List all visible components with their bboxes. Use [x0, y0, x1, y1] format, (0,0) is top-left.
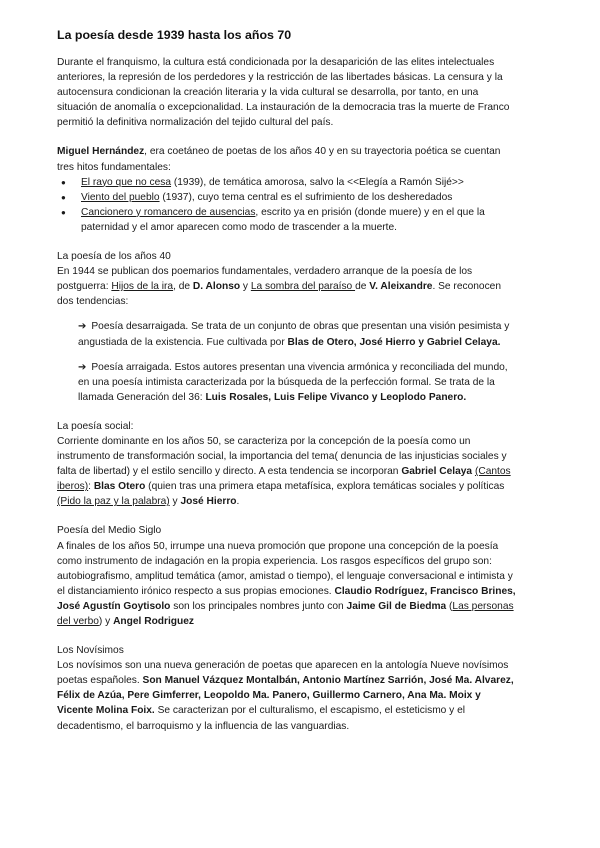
author-name: Jaime Gil de Biedma: [346, 600, 447, 612]
social-paragraph: Corriente dominante en los años 50, se caracteriza por la concepción de la poesía como un instrumento de transformación social, la importancia del tema( denuncia de las injusticias sociales y falta de libertad) y el estilo sencillo y directo. A esta tendencia se incorporan Gabriel Celaya (Cantos iberos): Blas Otero (quien tras una primera etapa metafísica, explora temáticas sociales y políticas (Pido la paz y la palabra) y José Hierro.: [57, 435, 511, 508]
intro-paragraph: Durante el franquismo, la cultura está condicionada por la desaparición de las elites intelectuales anteriores, la represión de los perdedores y la restricción de las libertades básicas. La censura y la autocensura condicionan la creación literaria y la vida cultural se desarrolla, por tanto, en una situación de anomalía o excepcionalidad. La instauración de la democracia tras la muerte de Franco permitió la definitiva normalización del tejido cultural del país.: [57, 57, 510, 129]
work-title: Viento del pueblo: [81, 191, 160, 203]
author-name: Miguel Hernández: [57, 146, 145, 158]
document-page: [57, 28, 519, 734]
tendency-arraigada: ➔ Poesía arraigada. Estos autores presentan una vivencia armónica y reconciliada del mundo, en una poesía intimista caracterizada por la búsqueda de la perfección formal. Se trata de la llamada Generación del 36: Luis Rosales, Luis Felipe Vivanco y Leoplodo Panero.: [78, 361, 508, 403]
work-title: Hijos de la ira: [111, 281, 174, 293]
section-heading: La poesía de los años 40: [57, 251, 171, 263]
author-name: Gabriel Celaya: [401, 466, 473, 478]
novisimos-paragraph: Los novísimos son una nueva generación de poetas que aparecen en la antología Nueve novísimos poetas españoles. Son Manuel Vázquez Montalbán, Antonio Martínez Sarrión, José Ma. Alvarez, Félix de Azúa, Pere Gimferrer, Leopoldo Ma. Panero, Guillermo Carnero, Ana Ma. Moix y Vicente Molina Foix. Se caracterizan por el culturalismo, el escapismo, el esteticismo y el decadentismo, el barroquismo y la influencia de las vanguardias.: [57, 660, 514, 732]
tendency-desarraigada: ➔ Poesía desarraigada. Se trata de un conjunto de obras que presentan una visión pesimista y angustiada de la existencia. Fue cultivada por Blas de Otero, José Hierro y Gabriel Celaya.: [78, 321, 510, 348]
work-title: (Pido la paz y la palabra): [57, 496, 170, 508]
work-title: El rayo que no cesa: [81, 176, 172, 188]
author-name: Blas Otero: [93, 481, 146, 493]
section-heading: Poesía del Medio Siglo: [57, 525, 162, 537]
medio-paragraph: A finales de los años 50, irrumpe una nueva promoción que propone una concepción de la poesía como instrumento de indagación en la propia experiencia. Los rasgos específicos del grupo son: autobiografismo, amplitud temática (amor, amistad o tiempo), el lenguaje conversacional e intimista y el distanciamiento irónico respecto a sus propias emociones. Claudio Rodríguez, Francisco Brines, José Agustín Goytisolo son los principales nombres junto con Jaime Gil de Biedma (Las personas del verbo) y Angel Rodriguez: [57, 540, 516, 627]
author-names: Luis Rosales, Luis Felipe Vivanco y Leoplodo Panero.: [205, 391, 467, 403]
hernandez-paragraph: Miguel Hernández, era coetáneo de poetas de los años 40 y en su trayectoria poética se cuentan tres hitos fundamentales:: [57, 146, 501, 173]
author-name: D. Alonso: [192, 281, 241, 293]
author-names: Blas de Otero, José Hierro y Gabriel Celaya.: [287, 336, 501, 348]
page-title: La poesía desde 1939 hasta los años 70: [57, 28, 292, 42]
author-names: Claudio Rodríguez, Francisco Brines, José Agustín Goytisolo: [57, 585, 516, 612]
list-item: ● Cancionero y romancero de ausencias, escrito ya en prisión (donde muere) y en el que la paternidad y el amor aparecen como modo de trascender a la muerte.: [81, 205, 519, 235]
list-item: ● Viento del pueblo (1937), cuyo tema central es el sufrimiento de los desheredados: [81, 190, 519, 205]
work-title: Cancionero y romancero de ausencias: [81, 206, 256, 218]
section-heading: Los Novísimos: [57, 645, 124, 657]
work-title: (Cantos iberos): [57, 466, 511, 493]
work-title: Las personas del verbo: [57, 600, 514, 627]
section-heading: La poesía social:: [57, 420, 134, 432]
arrow-right-icon: ➔: [78, 321, 87, 333]
list-item: ● El rayo que no cesa (1939), de temática amorosa, salvo la <<Elegía a Ramón Sijé>>: [81, 175, 519, 190]
author-name: José Hierro: [180, 496, 237, 508]
author-names: Son Manuel Vázquez Montalbán, Antonio Martínez Sarrión, José Ma. Alvarez, Félix de Azúa, Pere Gimferrer, Leopoldo Ma. Panero, Guillermo Carnero, Ana Ma. Moix y Vicente Molina Foix.: [57, 675, 514, 717]
work-title: La sombra del paraíso: [250, 281, 356, 293]
arrow-right-icon: ➔: [78, 361, 87, 373]
author-name: V. Aleixandre: [369, 281, 433, 293]
anos40-paragraph: En 1944 se publican dos poemarios fundamentales, verdadero arranque de la poesía de los postguerra: Hijos de la ira, de D. Alonso y La sombra del paraíso de V. Aleixandre. Se reconocen dos tendencias:: [57, 266, 501, 308]
hernandez-works-list: [57, 175, 519, 235]
author-name: Angel Rodriguez: [113, 616, 195, 627]
